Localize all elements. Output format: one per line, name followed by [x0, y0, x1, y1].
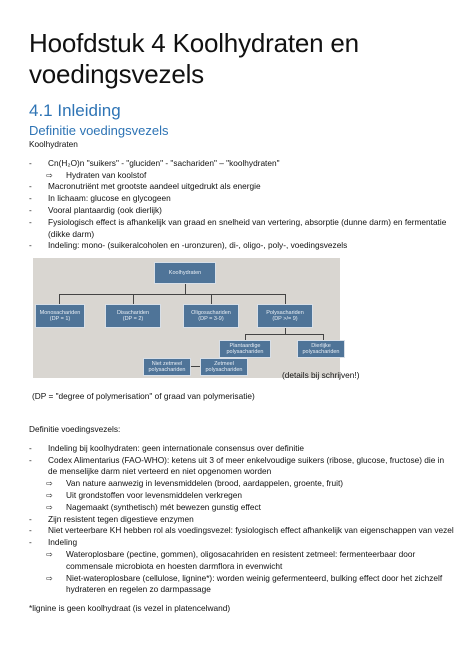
list-item-text: Indeling [48, 537, 78, 548]
list-item [29, 181, 454, 193]
list-item-text: In lichaam: glucose en glycogeen [48, 193, 171, 204]
list-item-text: Cn(H₂O)n "suikers" - "gluciden" - "sachariden" – "koolhydraten" [48, 157, 280, 168]
diagram-box-label: Plantaardige [229, 342, 261, 349]
fiber-definition-section [29, 424, 454, 615]
diagram-box-sublabel: (DP = 2) [122, 316, 144, 322]
list-item [29, 443, 454, 455]
diagram-box-sublabel: polysachariden [148, 367, 186, 373]
diagram-box-dierlijke [297, 340, 345, 358]
list-item-text: Wateroplosbare (pectine, gommen), oligosacahriden en resistent zetmeel: fermenteerbaar door commensale microbiota en hoesten darmflora in evenwicht [66, 548, 416, 571]
diagram-box-zetmeel [200, 358, 248, 376]
topic-label: Koolhydraten [29, 139, 78, 149]
diagram-box-oligosachariden [183, 304, 239, 328]
sub-list-item [29, 170, 454, 182]
list-item-text: Hydraten van koolstof [66, 169, 147, 180]
sub-list-item [29, 502, 454, 514]
list-item-text: Indeling: mono- (suikeralcoholen en -uronzuren), di-, oligo-, poly-, voedingsvezels [48, 240, 348, 251]
carbohydrate-facts-list [29, 158, 454, 252]
footnote: *lignine is geen koolhydraat (is vezel in platencelwand) [29, 603, 231, 614]
diagram-box-sublabel: polysachariden [205, 367, 243, 373]
section-heading: 4.1 Inleiding [29, 101, 121, 120]
document-page [29, 28, 454, 252]
diagram-note: (details bij schrijven!) [282, 370, 360, 380]
list-item-text: Nagemaakt (synthetisch) mét bewezen gunstig effect [66, 501, 261, 512]
list-item-text: Uit grondstoffen voor levensmiddelen verkregen [66, 489, 243, 500]
arrow-right-outline-icon: ⇨ [46, 479, 53, 489]
diagram-box-niet-zetmeel [143, 358, 191, 376]
list-item [29, 525, 454, 537]
list-item-text: Niet verteerbare KH hebben rol als voedingsvezel: fysiologisch effect afhankelijk van eigenschappen van vezel [48, 525, 454, 536]
carbohydrate-classification-diagram [33, 258, 340, 378]
list-item-text: Indeling bij koolhydraten: geen internationale consensus over definitie [48, 442, 304, 453]
list-item-text: Codex Alimentarius (FAO-WHO): ketens uit 3 of meer enkelvoudige suikers (ribose, glucose, fructose) die in de menselijke darm niet verteerd en niet opgenomen worden [48, 454, 445, 477]
diagram-box-label: Dierlijke [311, 342, 331, 349]
diagram-box-sublabel: (DP >/= 9) [272, 316, 298, 322]
list-item-text: Macronutriënt met grootste aandeel uitgedrukt als energie [48, 181, 261, 192]
diagram-box-sublabel: (DP = 1) [49, 316, 71, 322]
list-item [29, 537, 454, 549]
list-item-text: Fysiologisch effect is afhankelijk van graad en snelheid van vertering, absorptie (dunne darm) en fermentatie (dikke darm) [48, 216, 447, 239]
arrow-right-outline-icon: ⇨ [46, 490, 53, 500]
list-item [29, 205, 454, 217]
sub-list-item [29, 478, 454, 490]
sub-list-item [29, 573, 454, 597]
diagram-box-koolhydraten [154, 262, 216, 284]
diagram-box-label: Polysachariden [266, 309, 304, 316]
diagram-box-sublabel: polysachariden [302, 349, 340, 355]
diagram-box-label: Monosachariden [39, 309, 81, 316]
diagram-box-label: Disachariden [116, 309, 150, 316]
arrow-right-outline-icon: ⇨ [46, 549, 53, 559]
arrow-right-outline-icon: ⇨ [46, 573, 53, 583]
diagram-box-monosachariden [35, 304, 85, 328]
diagram-box-sublabel: polysachariden [226, 349, 264, 355]
list-item-text: Van nature aanwezig in levensmiddelen (brood, aardappelen, groente, fruit) [66, 478, 344, 489]
list-item [29, 240, 454, 252]
list-item-text: Niet-wateroplosbare (cellulose, lignine*): worden weinig gefermenteerd, bulking effect door het zichzelf hydrateren en regelen zo darmpassage [66, 572, 443, 595]
subsection-heading: Definitie voedingsvezels [29, 123, 169, 138]
fiber-definition-list [29, 443, 454, 596]
diagram-box-label: Koolhydraten [168, 269, 202, 276]
list-item-text: Zijn resistent tegen digestieve enzymen [48, 513, 194, 524]
list-item [29, 193, 454, 205]
diagram-box-disachariden [105, 304, 161, 328]
definition-heading: Definitie voedingsvezels: [29, 424, 121, 434]
sub-list-item [29, 490, 454, 502]
diagram-box-sublabel: (DP = 3-9) [198, 316, 224, 322]
arrow-right-outline-icon: ⇨ [46, 502, 53, 512]
diagram-box-label: Oligosachariden [191, 309, 231, 316]
dp-definition: (DP = "degree of polymerisation" of graad van polymerisatie) [32, 391, 255, 401]
list-item [29, 514, 454, 526]
list-item [29, 455, 454, 479]
list-item [29, 158, 454, 170]
arrow-right-outline-icon: ⇨ [46, 170, 53, 180]
list-item [29, 217, 454, 241]
diagram-box-label: Niet zetmeel [151, 360, 183, 367]
diagram-box-label: Zetmeel [214, 360, 234, 367]
list-item-text: Vooral plantaardig (ook dierlijk) [48, 204, 162, 215]
chapter-title: Hoofdstuk 4 Koolhydraten en voedingsvezels [29, 28, 359, 89]
diagram-box-plantaardige [219, 340, 271, 358]
sub-list-item [29, 549, 454, 573]
diagram-box-polysachariden [257, 304, 313, 328]
